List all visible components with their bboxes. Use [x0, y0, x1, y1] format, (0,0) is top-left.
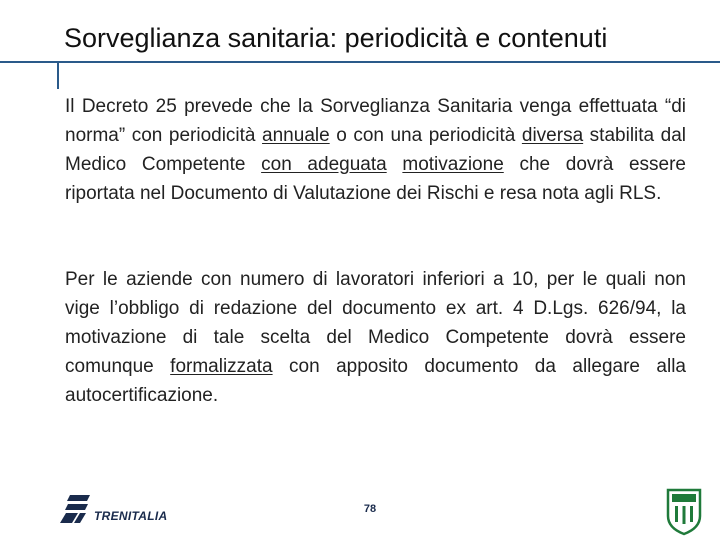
crest-emblem-icon: [664, 488, 704, 536]
underlined-term-con-adeguata: con adeguata: [261, 154, 387, 175]
paragraph-decree: [65, 92, 686, 208]
page-number: 78: [363, 503, 377, 515]
trenitalia-logo-text: TRENITALIA: [94, 509, 168, 523]
underlined-term-formalizzata: formalizzata: [170, 356, 273, 377]
slide-title: Sorveglianza sanitaria: periodicità e contenuti: [64, 23, 608, 53]
paragraph-text: con apposito documento da allegare alla autocertificazione.: [65, 356, 686, 406]
paragraph-text: Il Decreto 25 prevede che la Sorveglianza Sanitaria venga effettuata “di norma” con periodicità: [65, 96, 686, 146]
paragraph-text: o con una periodicità: [329, 125, 522, 146]
trenitalia-logo: [60, 488, 190, 528]
underlined-term-annuale: annuale: [262, 125, 330, 146]
title-underline-rule: [0, 61, 720, 63]
trenitalia-logo-mark-icon: [60, 491, 92, 525]
paragraph-small-companies: [65, 265, 686, 410]
underlined-term-diversa: diversa: [521, 125, 584, 146]
paragraph-text: Per le aziende con numero di lavoratori inferiori a 10, per le quali non vige l’obbligo di redazione del documento ex art. 4 D.Lgs. 626/94, la motivazione di tale scelta del Medico Competente dovrà essere comunque: [65, 269, 686, 377]
paragraph-text: [387, 154, 403, 175]
title-vertical-rule: [57, 63, 59, 89]
underlined-term-motivazione: motivazione: [402, 154, 504, 175]
paragraph-text: che dovrà essere riportata nel Documento di Valutazione dei Rischi e resa nota agli RLS.: [65, 154, 686, 204]
paragraph-text: stabilita dal Medico Competente: [65, 125, 686, 175]
